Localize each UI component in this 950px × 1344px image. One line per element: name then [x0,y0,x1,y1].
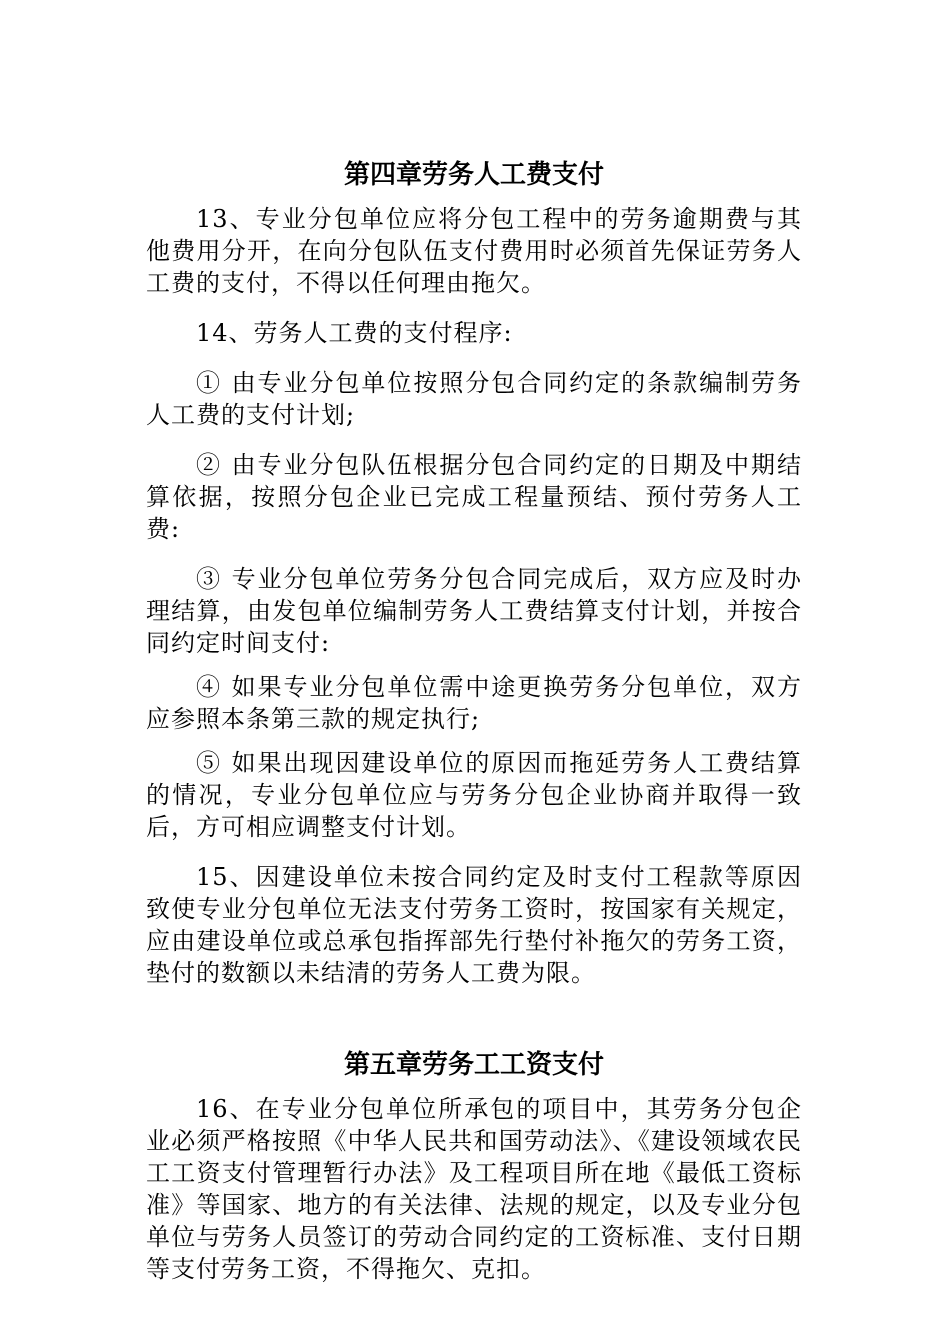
clause-15-paragraph: 15、因建设单位未按合同约定及时支付工程款等原因致使专业分包单位无法支付劳务工资时，按国家有关规定，应由建设单位或总承包指挥部先行垫付补拖欠的劳务工资，垫付的数额以未结清的劳务人工费为限。 [146,863,802,987]
clause-14-item-1: ① 由专业分包单位按照分包合同约定的条款编制劳务人工费的支付计划; [146,369,802,429]
clause-14-paragraph: 14、劳务人工费的支付程序: [196,319,513,347]
chapter-5-title: 第五章劳务工工资支付 [343,1050,604,1080]
clause-14-item-5: ⑤ 如果出现因建设单位的原因而拖延劳务人工费结算的情况，专业分包单位应与劳务分包企业协商并取得一致后，方可相应调整支付计划。 [146,749,802,841]
clause-14-item-4: ④ 如果专业分包单位需中途更换劳务分包单位，双方应参照本条第三款的规定执行; [146,673,802,733]
clause-14-item-2: ② 由专业分包队伍根据分包合同约定的日期及中期结算依据，按照分包企业已完成工程量预结、预付劳务人工费: [146,451,802,543]
document-page [146,155,802,1285]
clause-13-paragraph: 13、专业分包单位应将分包工程中的劳务逾期费与其他费用分开，在向分包队伍支付费用时必须首先保证劳务人工费的支付，不得以任何理由拖欠。 [146,205,802,297]
clause-16-paragraph: 16、在专业分包单位所承包的项目中，其劳务分包企业必须严格按照《中华人民共和国劳动法》、《建设领域农民工工资支付管理暂行办法》及工程项目所在地《最低工资标准》等国家、地方的有关法律、法规的规定，以及专业分包单位与劳务人员签订的劳动合同约定的工资标准、支付日期等支付劳务工资，不得拖欠、克扣。 [146,1095,802,1283]
clause-14-item-3: ③ 专业分包单位劳务分包合同完成后，双方应及时办理结算，由发包单位编制劳务人工费结算支付计划，并按合同约定时间支付: [146,565,802,657]
chapter-4-title: 第四章劳务人工费支付 [343,160,604,190]
